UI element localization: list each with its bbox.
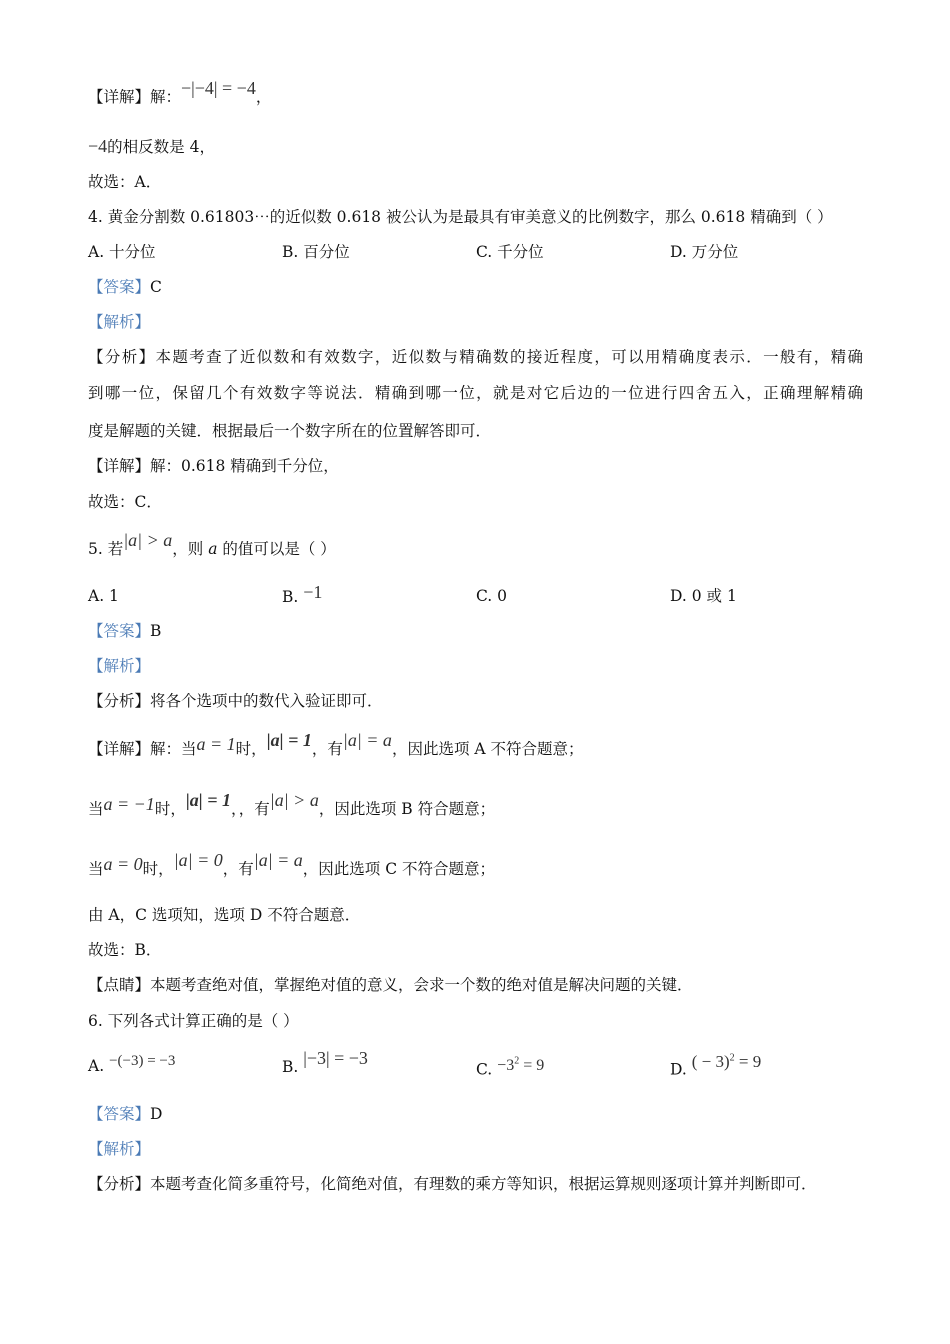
q5-analysis-tag: 【解析】 — [88, 657, 151, 675]
q6-answer: 【答案】D — [88, 1105, 163, 1123]
answer-tag: 【答案】 — [88, 1105, 151, 1123]
q4-option-b: B. 百分位 — [282, 243, 350, 261]
q5-option-b: B. −1 — [282, 582, 323, 606]
q4-option-d: D. 万分位 — [670, 243, 739, 261]
q4-analysis-tag: 【解析】 — [88, 313, 151, 331]
math-expr: |a| > a — [123, 530, 173, 550]
q5-detail-line-1: 【详解】解：当a = 1时，|a| = 1，有|a| = a，因此选项 A 不符合题意； — [88, 730, 584, 758]
q5-analysis: 【分析】将各个选项中的数代入验证即可． — [88, 692, 383, 710]
q5-detail-line-2: 当a = −1时，|a| = 1，，有|a| > a，因此选项 B 符合题意； — [88, 790, 496, 818]
q6-option-b: B. |−3| = −3 — [282, 1048, 368, 1076]
q6-option-d: D. ( − 3)$^2$ = 9 — [670, 1051, 762, 1079]
question-5-stem: 5. 若|a| > a，则 a 的值可以是（ ） — [88, 530, 336, 558]
q6-analysis: 【分析】本题考查化简多重符号，化简绝对值，有理数的乘方等知识，根据运算规则逐项计算并判断即可． — [88, 1175, 817, 1193]
detail-line-2: −4的相反数是 4， — [88, 136, 215, 156]
detail-line-1: 【详解】解：−|−4| = −4， — [88, 78, 272, 106]
math-expr: −|−4| = −4 — [181, 78, 256, 98]
q4-analysis-line-3: 度是解题的关键．根据最后一个数字所在的位置解答即可． — [88, 422, 492, 440]
answer-tag: 【答案】 — [88, 622, 151, 640]
q6-analysis-tag: 【解析】 — [88, 1140, 151, 1158]
detail-label: 【详解】解： — [88, 88, 182, 106]
q4-analysis-line-1: 【分析】本题考查了近似数和有效数字，近似数与精确数的接近程度，可以用精确度表示．一般有，精确 — [88, 348, 863, 366]
question-6-stem: 6. 下列各式计算正确的是（ ） — [88, 1012, 299, 1030]
q4-analysis-line-2: 到哪一位，保留几个有效数字等说法．精确到哪一位，就是对它后边的一位进行四舍五入，正确理解精确 — [88, 384, 863, 402]
answer-tag: 【答案】 — [88, 278, 151, 296]
q5-option-a: A. 1 — [88, 587, 119, 605]
q6-option-a: A. −(−3) = −3 — [88, 1053, 176, 1075]
q4-detail: 【详解】解：0.618 精确到千分位， — [88, 457, 339, 475]
q5-option-d: D. 0 或 1 — [670, 587, 737, 605]
q5-detail-line-3: 当a = 0时，|a| = 0，有|a| = a，因此选项 C 不符合题意； — [88, 850, 496, 878]
q4-option-c: C. 千分位 — [476, 243, 544, 261]
q4-answer: 【答案】C — [88, 278, 162, 296]
q5-answer: 【答案】B — [88, 622, 162, 640]
question-4-stem: 4. 黄金分割数 0.61803⋯的近似数 0.618 被公认为是最具有审美意义的比例数字，那么 0.618 精确到（ ） — [88, 208, 833, 226]
q4-choice: 故选：C． — [88, 493, 162, 511]
q4-option-a: A. 十分位 — [88, 243, 156, 261]
math-expr: −4 — [88, 136, 108, 156]
choice-line: 故选：A． — [88, 173, 162, 191]
q6-option-c: C. $-3^2 = 9$ — [476, 1056, 545, 1079]
q5-remark: 【点睛】本题考查绝对值，掌握绝对值的意义，会求一个数的绝对值是解决问题的关键． — [88, 976, 693, 994]
q5-option-c: C. 0 — [476, 587, 508, 605]
q5-detail-line-4: 由 A，C 选项知，选项 D 不符合题意． — [88, 906, 361, 924]
q5-choice: 故选：B． — [88, 941, 162, 959]
